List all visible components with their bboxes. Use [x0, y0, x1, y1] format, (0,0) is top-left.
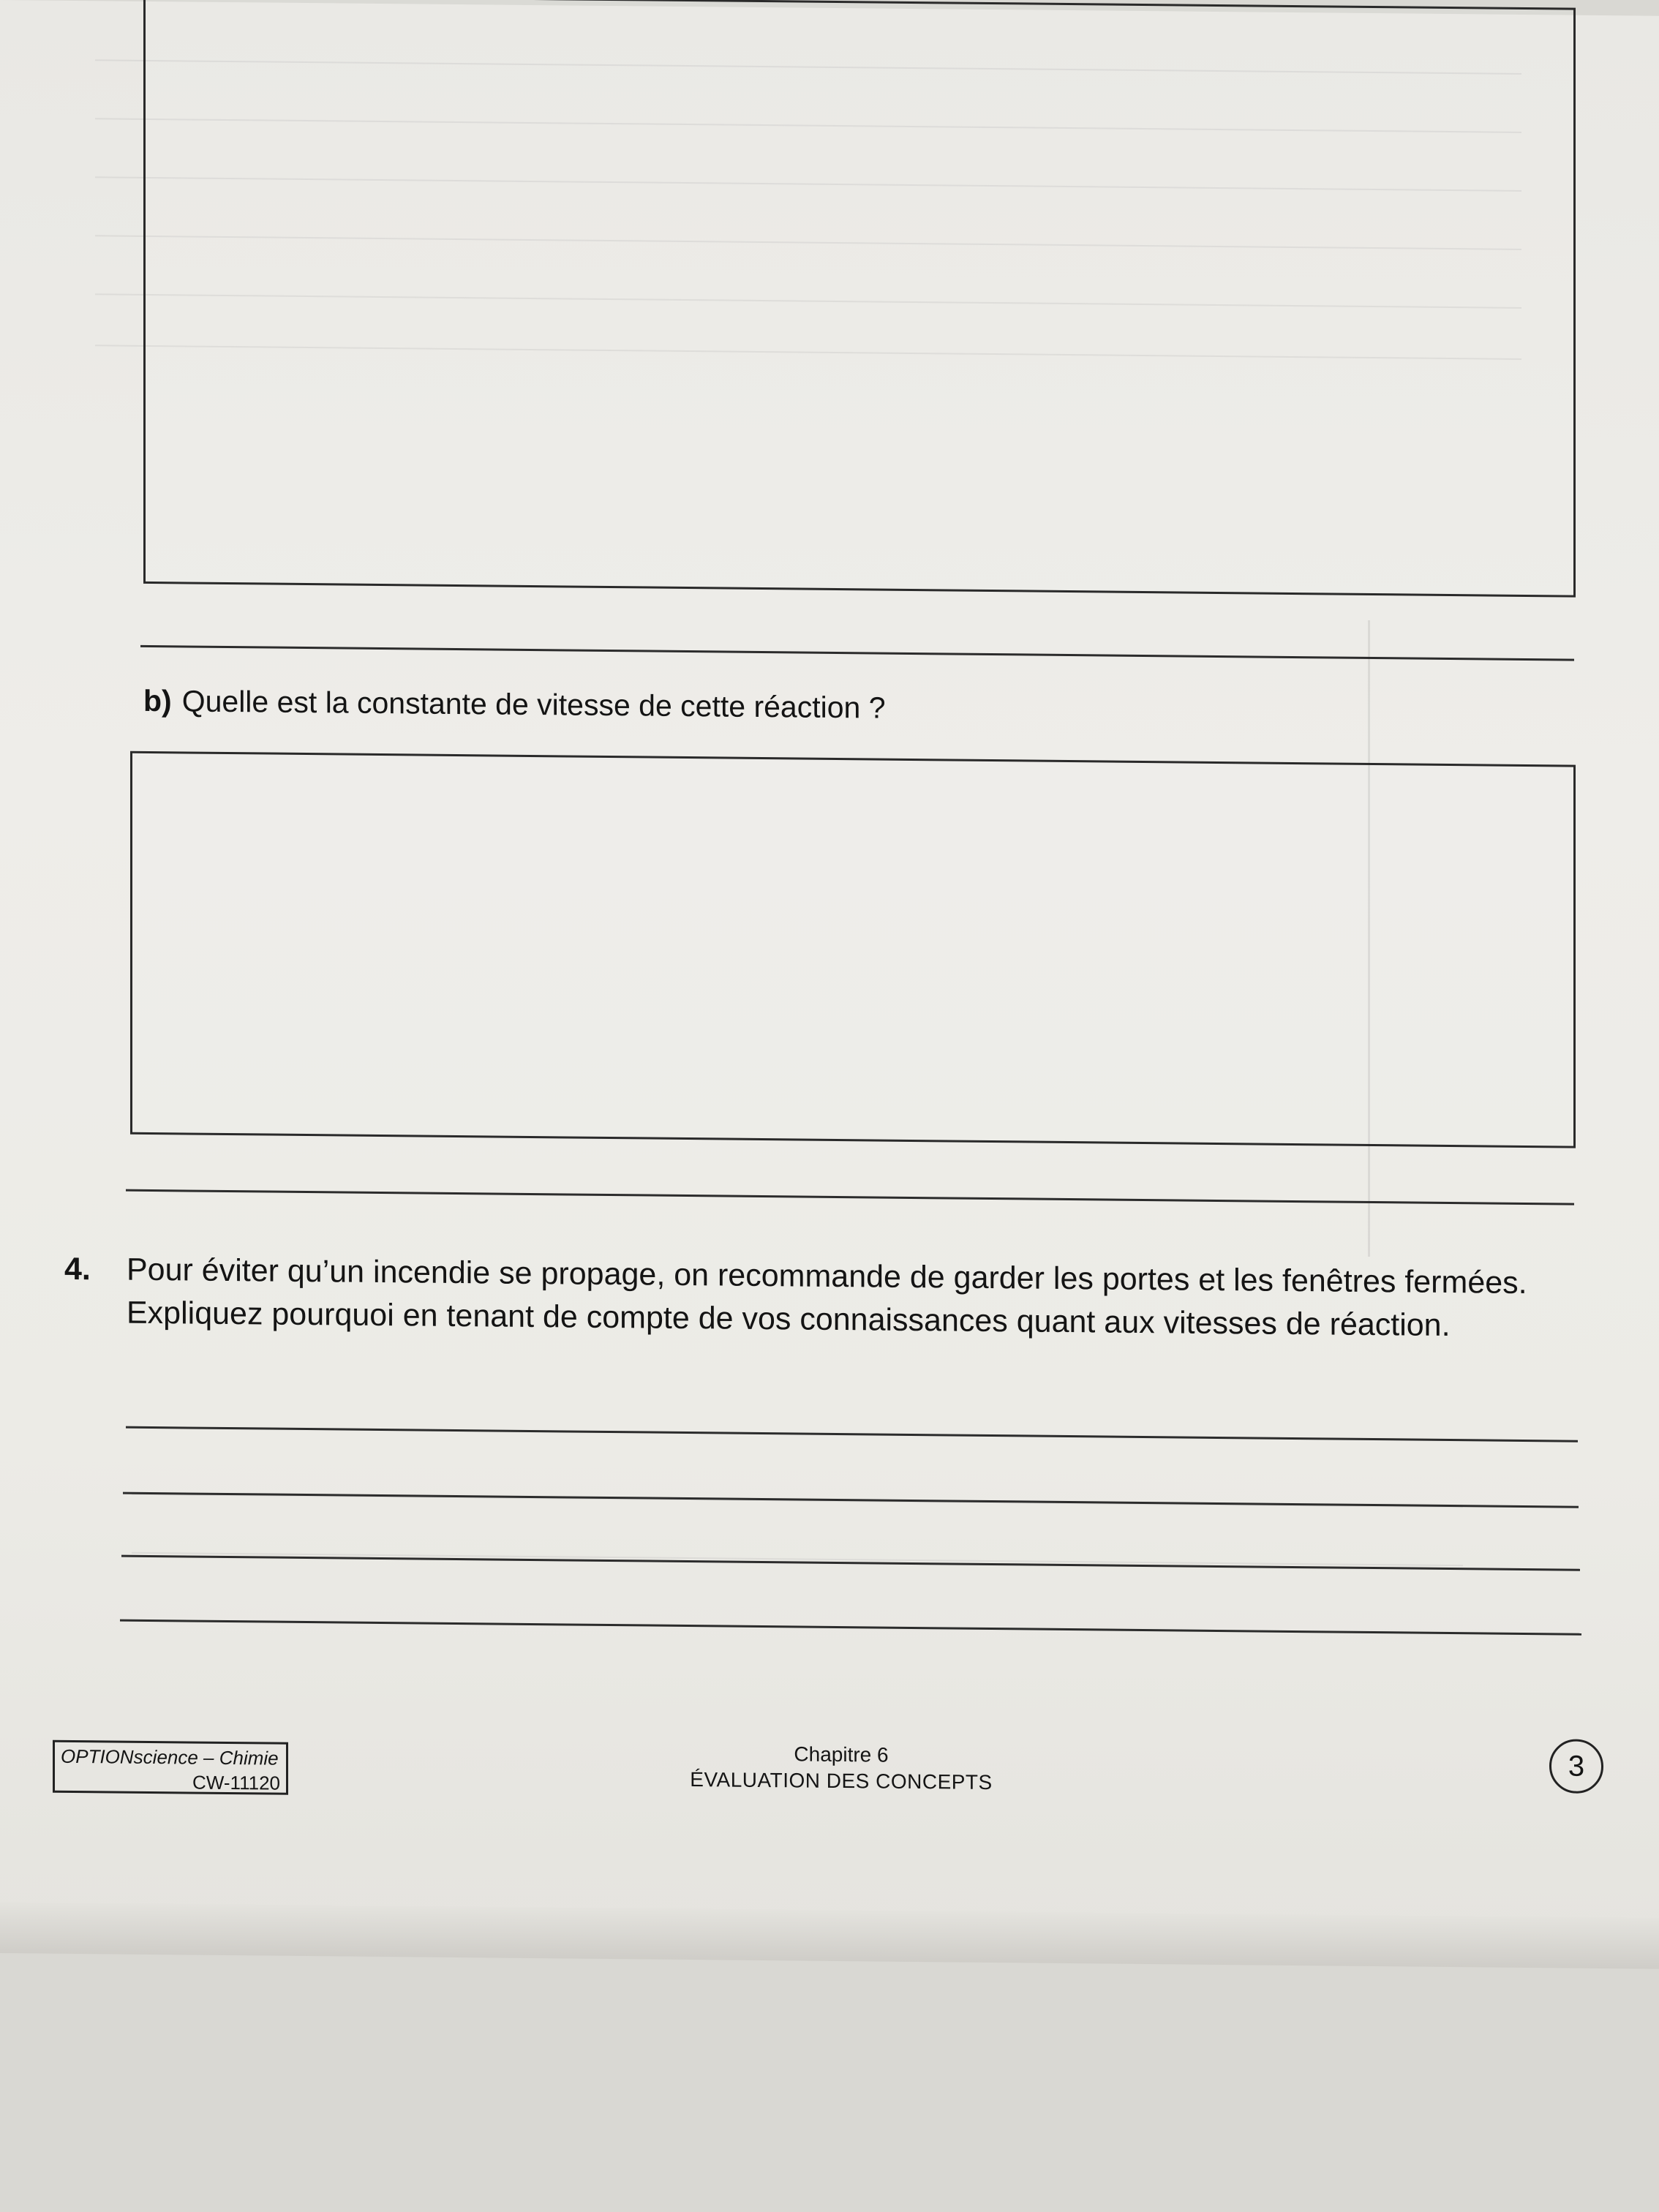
series-code: CW-11120: [192, 1771, 280, 1794]
answer-box-b[interactable]: [130, 751, 1576, 1148]
subquestion-b-text: Quelle est la constante de vitesse de cette réaction ?: [181, 684, 886, 725]
show-through-line: [132, 1552, 1463, 1566]
series-name: OPTIONscience – Chimie: [61, 1745, 279, 1769]
question-4-text: Pour éviter qu’un incendie se propage, on recommande de garder les portes et les fenêtres fermées. Expliquez pourquoi en tenant de compte de vos connaissances quant aux vitesses de réaction.: [127, 1252, 1527, 1344]
answer-box-a[interactable]: [143, 0, 1576, 598]
answer-line[interactable]: [140, 645, 1574, 661]
answer-line[interactable]: [121, 1555, 1580, 1571]
subquestion-b: [143, 682, 886, 728]
question-4-number: 4.: [64, 1251, 91, 1287]
section-title: ÉVALUATION DES CONCEPTS: [690, 1768, 993, 1794]
answer-line[interactable]: [123, 1492, 1579, 1508]
question-4: [64, 1248, 1542, 1349]
chapter-title: Chapitre 6: [794, 1742, 889, 1767]
page-number: 3: [1549, 1739, 1603, 1794]
series-label-box: [53, 1740, 288, 1795]
answer-line[interactable]: [126, 1189, 1574, 1205]
chapter-footer: [636, 1739, 1046, 1796]
answer-line[interactable]: [126, 1426, 1578, 1442]
answer-line[interactable]: [120, 1620, 1581, 1636]
subquestion-b-label: b): [143, 683, 172, 718]
